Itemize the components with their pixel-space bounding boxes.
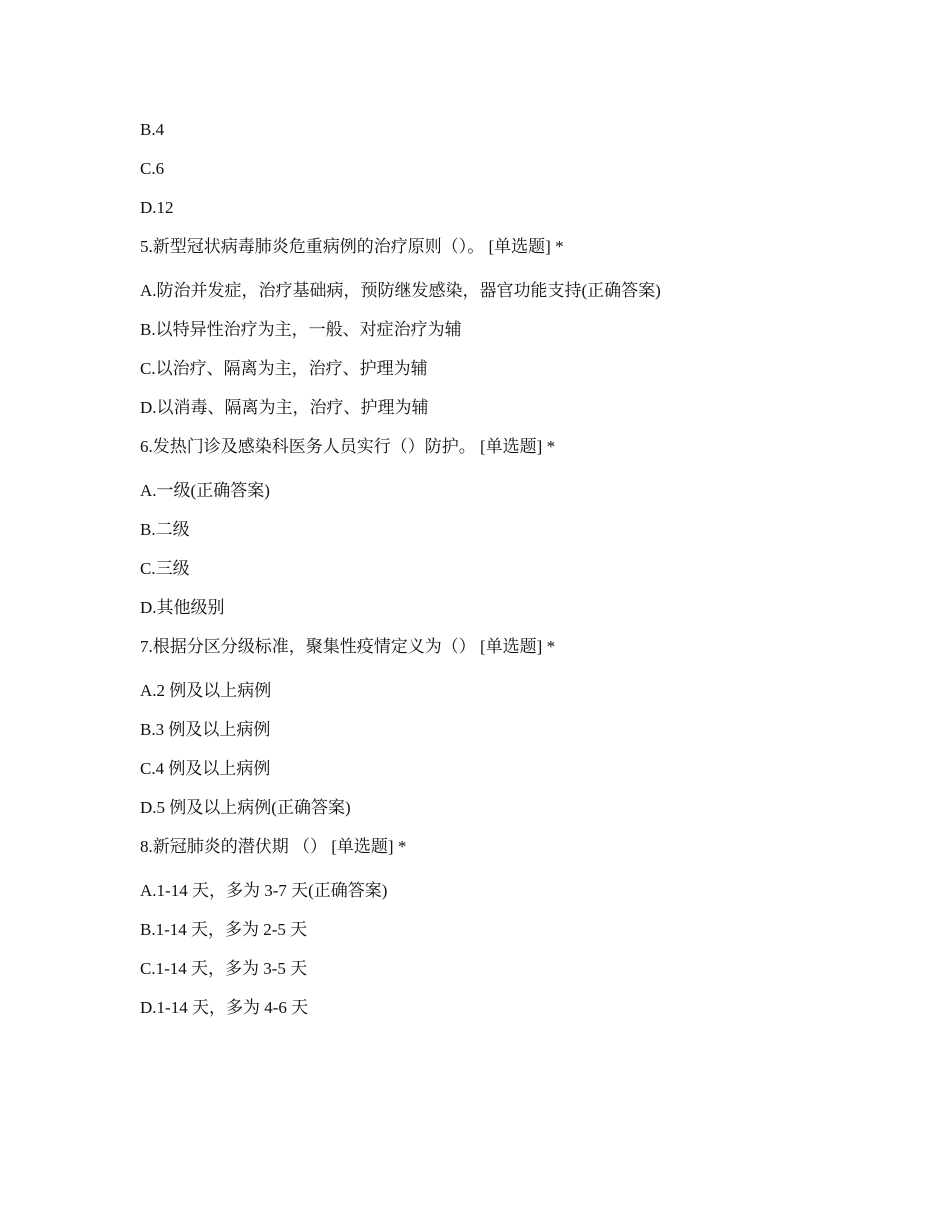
option-a: A.2 例及以上病例 <box>140 681 272 700</box>
question-5 <box>140 235 900 420</box>
option-b: B.以特异性治疗为主，一般、对症治疗为辅 <box>140 320 462 339</box>
option-a: A.1-14 天，多为 3-7 天(正确答案) <box>140 881 388 900</box>
question-6 <box>140 435 900 620</box>
option-b: B.1-14 天，多为 2-5 天 <box>140 920 308 939</box>
question-7 <box>140 635 900 820</box>
option-d: D.1-14 天，多为 4-6 天 <box>140 998 309 1017</box>
option-d: D.其他级别 <box>140 598 225 617</box>
option-a: A.一级(正确答案) <box>140 481 270 500</box>
question-title: 7.根据分区分级标准，聚集性疫情定义为（） [单选题] * <box>140 637 556 656</box>
option-b: B.3 例及以上病例 <box>140 720 271 739</box>
option-c: C.6 <box>140 159 165 178</box>
lead-options <box>140 118 900 220</box>
document-page <box>140 118 900 1035</box>
question-8 <box>140 835 900 1020</box>
option-b: B.4 <box>140 120 165 139</box>
option-c: C.1-14 天，多为 3-5 天 <box>140 959 308 978</box>
option-d: D.5 例及以上病例(正确答案) <box>140 798 351 817</box>
option-c: C.以治疗、隔离为主，治疗、护理为辅 <box>140 359 428 378</box>
option-d: D.12 <box>140 198 174 217</box>
option-b: B.二级 <box>140 520 190 539</box>
question-title: 8.新冠肺炎的潜伏期 （） [单选题] * <box>140 837 407 856</box>
option-c: C.三级 <box>140 559 190 578</box>
question-title: 6.发热门诊及感染科医务人员实行（）防护。 [单选题] * <box>140 437 556 456</box>
option-d: D.以消毒、隔离为主，治疗、护理为辅 <box>140 398 429 417</box>
question-title: 5.新型冠状病毒肺炎危重病例的治疗原则（）。 [单选题] * <box>140 237 564 256</box>
option-a: A.防治并发症，治疗基础病，预防继发感染，器官功能支持(正确答案) <box>140 281 661 300</box>
option-c: C.4 例及以上病例 <box>140 759 271 778</box>
